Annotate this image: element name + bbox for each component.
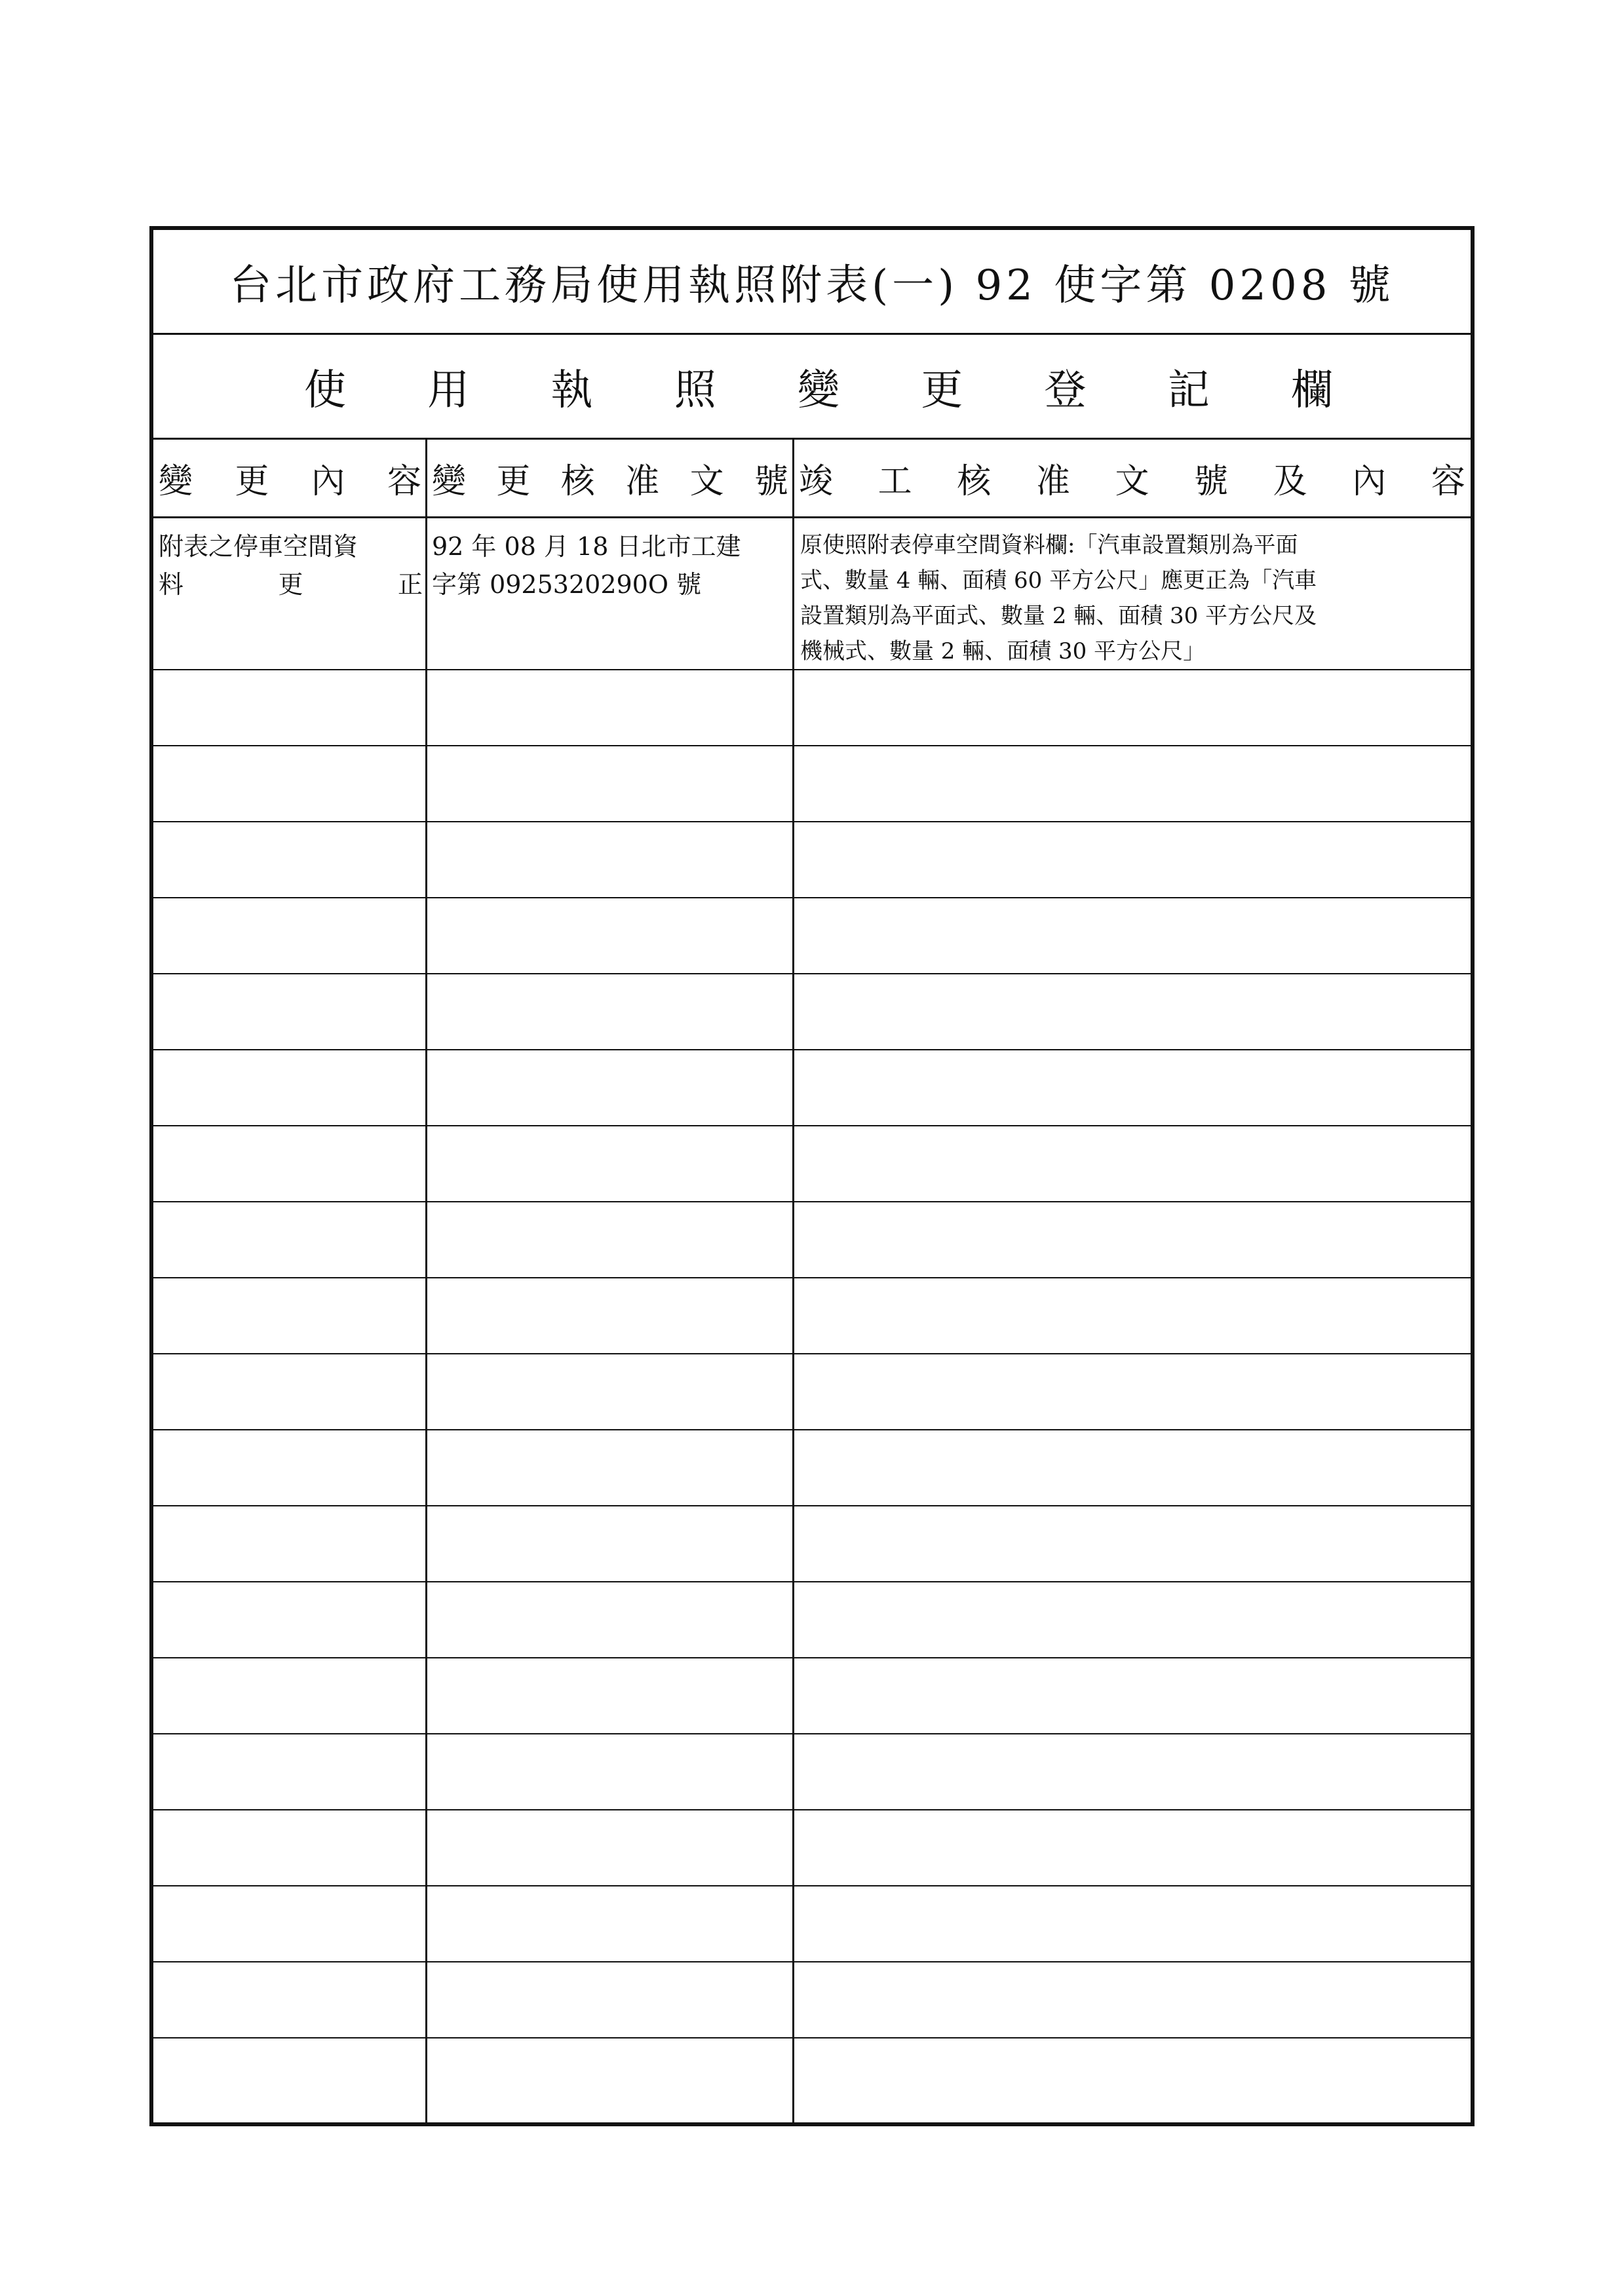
table-row (153, 1886, 1471, 1962)
table-row (153, 1506, 1471, 1582)
column-header-change-content: 變 更 內 容 (159, 462, 421, 501)
heading-char: 使 (304, 366, 346, 415)
approval-number-cell (427, 518, 794, 669)
table-row (153, 1354, 1471, 1430)
table-row (153, 898, 1471, 974)
table-row (153, 1430, 1471, 1506)
table-row (153, 1202, 1471, 1278)
approval-number-line: 92 年 08 月 18 日北市工建 (432, 532, 741, 561)
table-row (153, 670, 1471, 746)
details-line: 設置類別為平面式、數量 2 輛、面積 30 平方公尺及 (800, 603, 1317, 629)
table-row (153, 1734, 1471, 1810)
table-row (153, 1658, 1471, 1734)
column-header-row (153, 440, 1471, 518)
heading-char: 欄 (1291, 366, 1333, 415)
heading-char: 變 (798, 366, 839, 415)
details-line: 原使照附表停車空間資料欄:「汽車設置類別為平面 (800, 532, 1298, 558)
table-row (153, 974, 1471, 1050)
details-line: 式、數量 4 輛、面積 60 平方公尺」應更正為「汽車 (800, 567, 1317, 594)
approval-number-line: 字第 0925320290O 號 (432, 570, 702, 599)
heading-char: 照 (674, 366, 716, 415)
table-row (153, 518, 1471, 670)
column-divider (425, 440, 427, 2122)
details-line: 機械式、數量 2 輛、面積 30 平方公尺」 (800, 638, 1206, 664)
heading-char: 執 (550, 366, 593, 415)
table-row (153, 1050, 1471, 1126)
completion-details-cell (794, 518, 1471, 669)
form-title: 台北市政府工務局使用執照附表(一) 92 使字第 0208 號 (153, 230, 1471, 335)
heading-char: 登 (1044, 366, 1087, 415)
column-header-completion-approval: 竣 工 核 准 文 號 及 內 容 (799, 462, 1465, 501)
heading-char: 記 (1167, 366, 1210, 415)
table-row (153, 1962, 1471, 2038)
table-row (153, 1582, 1471, 1658)
change-content-cell (153, 518, 427, 669)
change-content-line: 附表之停車空間資 (159, 532, 358, 561)
table-row (153, 1278, 1471, 1354)
change-content-line: 料 更 正 (159, 570, 423, 599)
table-row (153, 746, 1471, 822)
column-divider (792, 440, 794, 2122)
heading-char: 更 (921, 366, 963, 415)
table-row (153, 2038, 1471, 2122)
column-header-change-approval-no: 變 更 核 准 文 號 (432, 462, 788, 501)
section-heading (153, 335, 1471, 440)
heading-char: 用 (427, 366, 470, 415)
table-row (153, 822, 1471, 898)
table-row (153, 1810, 1471, 1886)
table-row (153, 1126, 1471, 1202)
permit-change-form (149, 226, 1475, 2126)
